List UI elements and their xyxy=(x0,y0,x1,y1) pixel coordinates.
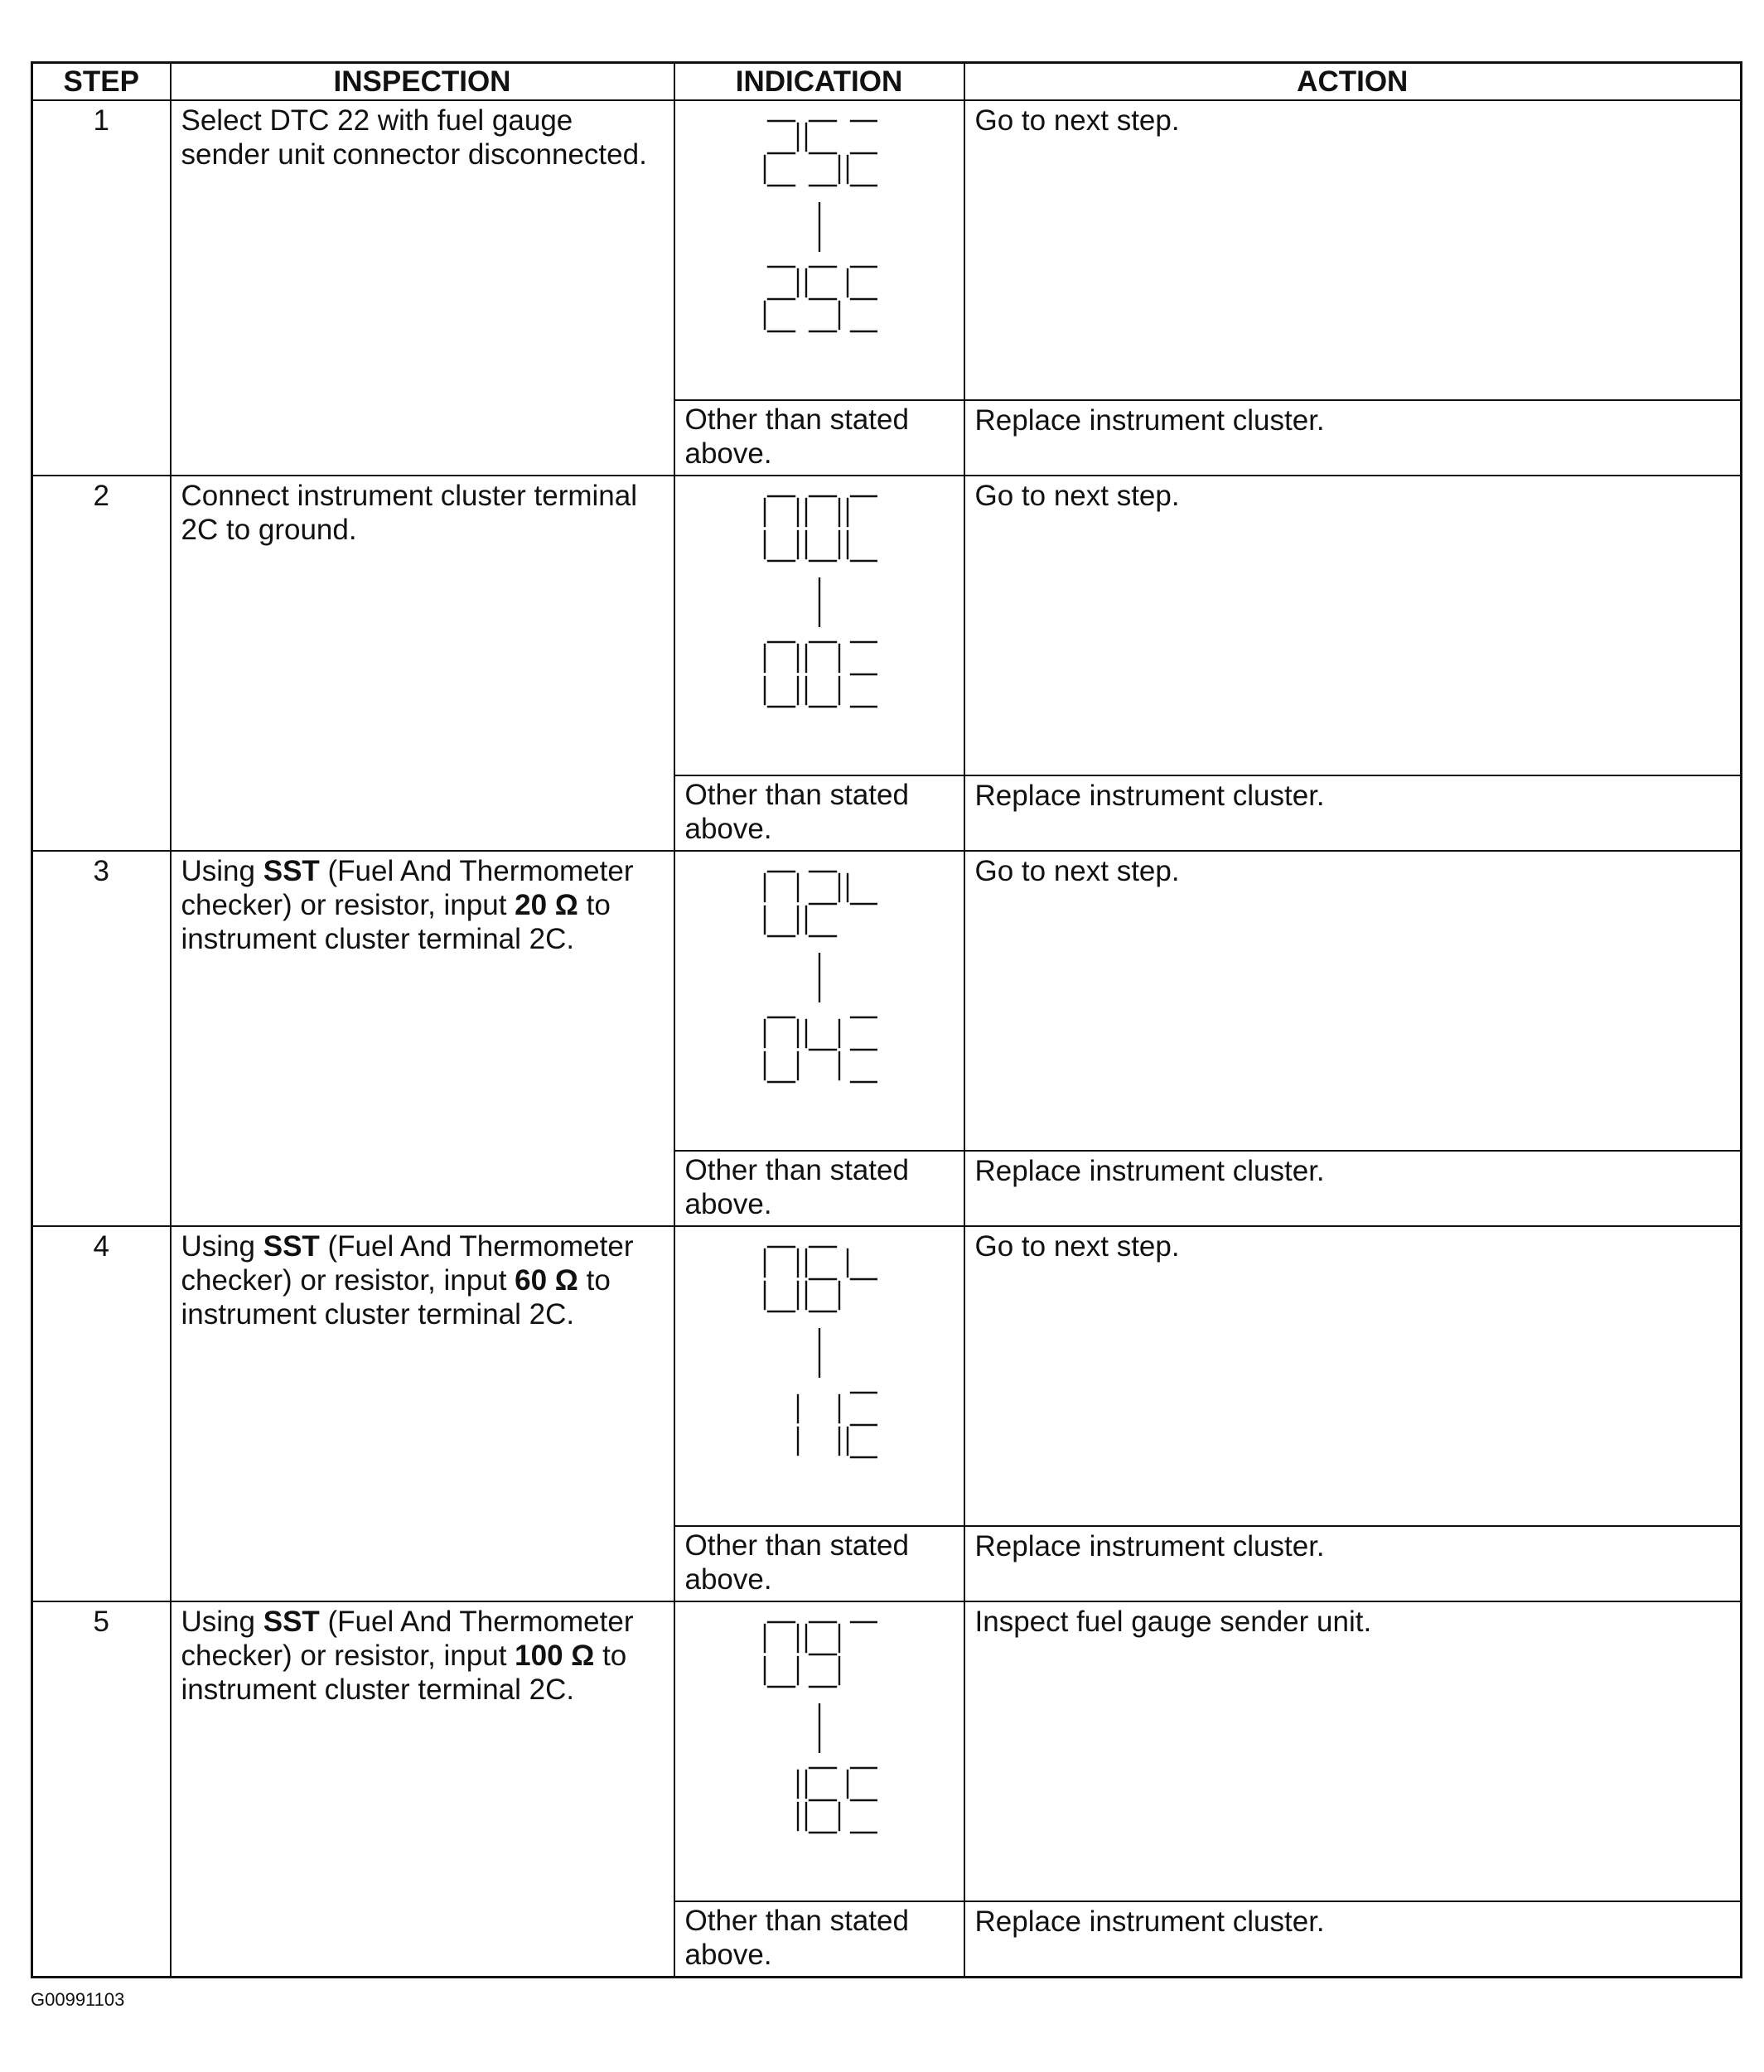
other-indication: Other than stated above. xyxy=(674,775,964,851)
inspection-text: Select DTC 22 with fuel gauge sender unit connector disconnected. xyxy=(171,100,674,476)
header-step: STEP xyxy=(32,63,171,101)
inspection-text-post: to instrument cluster terminal 2C. xyxy=(181,1263,611,1331)
inspection-text-pre: Using xyxy=(181,1230,263,1263)
inspection-text-mid: (Fuel And Thermometer checker) or resistor, input xyxy=(181,1230,634,1297)
action-text: Inspect fuel gauge sender unit. xyxy=(964,1601,1742,1901)
range-separator xyxy=(815,577,824,627)
step-row xyxy=(32,100,1742,400)
inspection-text xyxy=(171,1601,674,1978)
inspection-text-mid: (Fuel And Thermometer checker) or resistor, input xyxy=(181,1606,634,1672)
inspection-text xyxy=(171,1226,674,1601)
seven-segment-reading-to xyxy=(761,1766,877,1836)
resistance-value: 100 Ω xyxy=(515,1639,595,1672)
header-indication: INDICATION xyxy=(674,63,964,101)
other-indication: Other than stated above. xyxy=(674,1151,964,1226)
sst-label: SST xyxy=(263,855,320,887)
indication-display xyxy=(674,851,964,1151)
other-indication: Other than stated above. xyxy=(674,1901,964,1978)
action-text: Go to next step. xyxy=(964,476,1742,775)
seven-segment-reading-to xyxy=(761,1016,877,1085)
action-text: Go to next step. xyxy=(964,1226,1742,1526)
action-text: Go to next step. xyxy=(964,100,1742,400)
seven-segment-reading-from xyxy=(761,1620,877,1690)
step-number: 2 xyxy=(32,476,171,851)
step-row xyxy=(32,476,1742,775)
resistance-value: 20 Ω xyxy=(515,888,578,921)
header-inspection: INSPECTION xyxy=(171,63,674,101)
step-row xyxy=(32,1226,1742,1526)
step-row xyxy=(32,851,1742,1151)
step-number: 5 xyxy=(32,1601,171,1978)
indication-display xyxy=(674,476,964,775)
other-action: Replace instrument cluster. xyxy=(964,1526,1742,1601)
header-action: ACTION xyxy=(964,63,1742,101)
sst-label: SST xyxy=(263,1230,320,1263)
step-number: 4 xyxy=(32,1226,171,1601)
step-number: 3 xyxy=(32,851,171,1226)
range-separator xyxy=(815,953,824,1002)
inspection-text-pre: Using xyxy=(181,1606,263,1638)
inspection-text-post: to instrument cluster terminal 2C. xyxy=(181,1639,627,1706)
inspection-text-mid: (Fuel And Thermometer checker) or resistor, input xyxy=(181,855,634,921)
other-action: Replace instrument cluster. xyxy=(964,775,1742,851)
other-action: Replace instrument cluster. xyxy=(964,400,1742,476)
seven-segment-reading-from xyxy=(761,870,877,939)
inspection-text xyxy=(171,851,674,1226)
other-action: Replace instrument cluster. xyxy=(964,1151,1742,1226)
header-row xyxy=(32,63,1742,101)
sst-label: SST xyxy=(263,1606,320,1638)
inspection-text-pre: Using xyxy=(181,855,263,887)
step-number: 1 xyxy=(32,100,171,476)
range-separator xyxy=(815,1328,824,1378)
range-separator xyxy=(815,202,824,252)
figure-code: G00991103 xyxy=(31,1989,125,2010)
indication-display xyxy=(674,1601,964,1901)
resistance-value: 60 Ω xyxy=(515,1263,578,1297)
seven-segment-reading-to xyxy=(761,265,877,335)
range-separator xyxy=(815,1703,824,1753)
other-action: Replace instrument cluster. xyxy=(964,1901,1742,1978)
other-indication: Other than stated above. xyxy=(674,400,964,476)
indication-display xyxy=(674,1226,964,1526)
other-indication: Other than stated above. xyxy=(674,1526,964,1601)
diagnostic-table xyxy=(31,61,1742,1978)
seven-segment-reading-from xyxy=(761,495,877,564)
seven-segment-reading-from xyxy=(761,119,877,189)
seven-segment-reading-to xyxy=(761,640,877,710)
inspection-text-post: to instrument cluster terminal 2C. xyxy=(181,888,611,955)
indication-display xyxy=(674,100,964,400)
seven-segment-reading-to xyxy=(761,1391,877,1461)
seven-segment-reading-from xyxy=(761,1245,877,1315)
action-text: Go to next step. xyxy=(964,851,1742,1151)
step-row xyxy=(32,1601,1742,1901)
inspection-text: Connect instrument cluster terminal 2C to ground. xyxy=(171,476,674,851)
